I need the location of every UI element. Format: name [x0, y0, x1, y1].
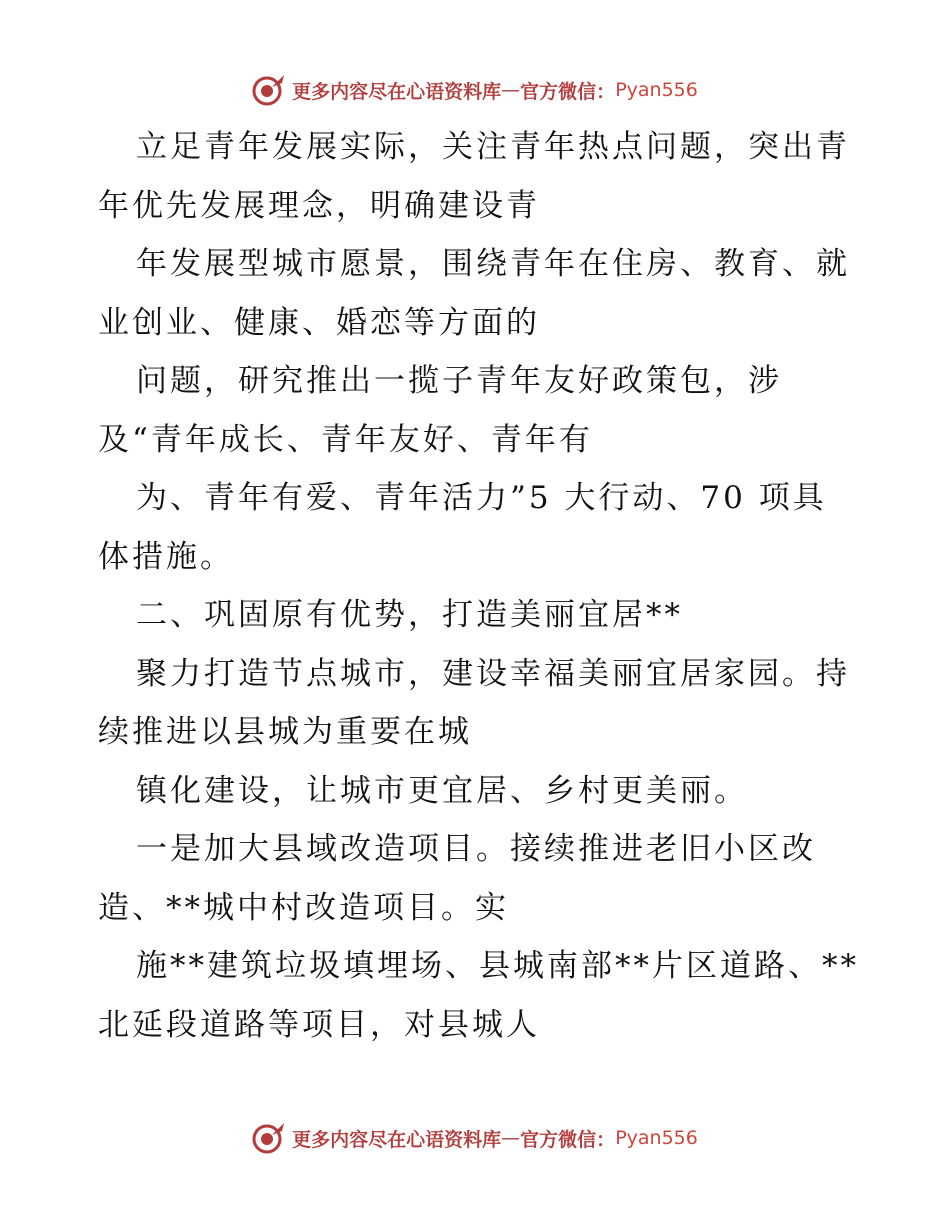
wechat-id: Pyan556 — [615, 1127, 698, 1149]
site-name: 更多内容尽在心语资料库 — [292, 1128, 502, 1151]
text-line: 镇化建设，让城市更宜居、乡村更美丽。 — [136, 772, 748, 809]
text-line: 造、**城中村改造项目。实 — [98, 889, 509, 926]
text-line: 续推进以县城为重要在城 — [98, 714, 472, 750]
section-heading: 二、巩固原有优势，打造美丽宜居** — [136, 597, 683, 633]
logo-icon — [252, 73, 286, 107]
text-line: 问题，研究推出一揽子青年友好政策包，涉 — [136, 363, 782, 399]
text-line: 一是加大县域改造项目。接续推进老旧小区改 — [136, 831, 816, 867]
text-line: 施**建筑垃圾填埋场、县城南部**片区道路、** — [136, 948, 859, 984]
wechat-label: 官方微信： — [520, 1128, 616, 1151]
text-line: 年优先发展理念，明确建设青 — [98, 187, 540, 224]
wechat-id: Pyan556 — [615, 79, 698, 101]
document-body — [98, 118, 858, 1054]
text-line: 北延段道路等项目，对县城人 — [98, 1006, 540, 1043]
separator: — — [501, 1127, 521, 1149]
text-line: 体措施。 — [98, 538, 234, 575]
text-line: 为、青年有爱、青年活力”5 大行动、70 项具 — [136, 480, 827, 516]
text-line: 及“青年成长、青年友好、青年有 — [98, 421, 593, 458]
logo-icon — [252, 1121, 286, 1155]
wechat-label: 官方微信： — [520, 80, 616, 103]
text-line: 年发展型城市愿景，围绕青年在住房、教育、就 — [136, 246, 850, 282]
footer-banner — [0, 1118, 950, 1158]
header-banner — [0, 70, 950, 110]
site-name: 更多内容尽在心语资料库 — [292, 80, 502, 103]
text-line: 业创业、健康、婚恋等方面的 — [98, 304, 540, 341]
text-line: 聚力打造节点城市，建设幸福美丽宜居家园。持 — [136, 655, 850, 692]
text-line: 立足青年发展实际，关注青年热点问题，突出青 — [136, 129, 850, 165]
separator: — — [501, 79, 521, 101]
